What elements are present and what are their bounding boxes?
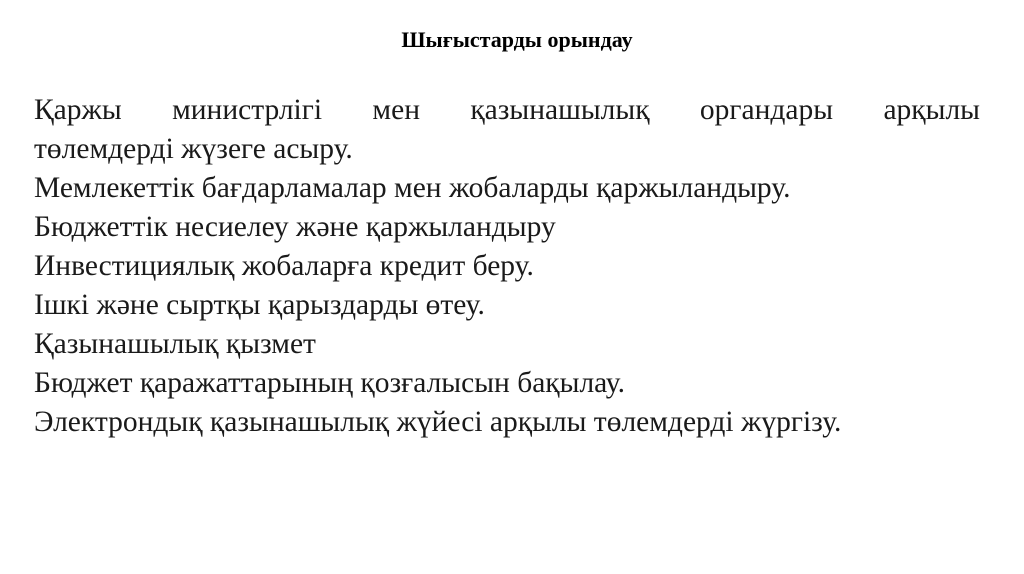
body-line-3: Мемлекеттік бағдарламалар мен жобаларды қаржыландыру.: [34, 172, 791, 204]
body-line-6: Ішкі және сыртқы қарыздарды өтеу.: [34, 289, 485, 321]
body-line-8: Бюджет қаражаттарының қозғалысын бақылау.: [34, 367, 625, 399]
slide-title: Шығыстарды орындау: [401, 27, 633, 52]
body-line-2: төлемдерді жүзеге асыру.: [34, 133, 353, 165]
body-line-5: Инвестициялық жобаларға кредит беру.: [34, 250, 534, 282]
body-line-4: Бюджеттік несиелеу және қаржыландыру: [34, 211, 556, 243]
slide-body: [34, 91, 980, 442]
body-line-7: Қазынашылық қызмет: [34, 328, 316, 360]
body-line-9: Электрондық қазынашылық жүйесі арқылы төлемдерді жүргізу.: [34, 406, 842, 438]
body-line-1: Қаржы министрлігі мен қазынашылық органдары арқылы: [34, 94, 980, 126]
